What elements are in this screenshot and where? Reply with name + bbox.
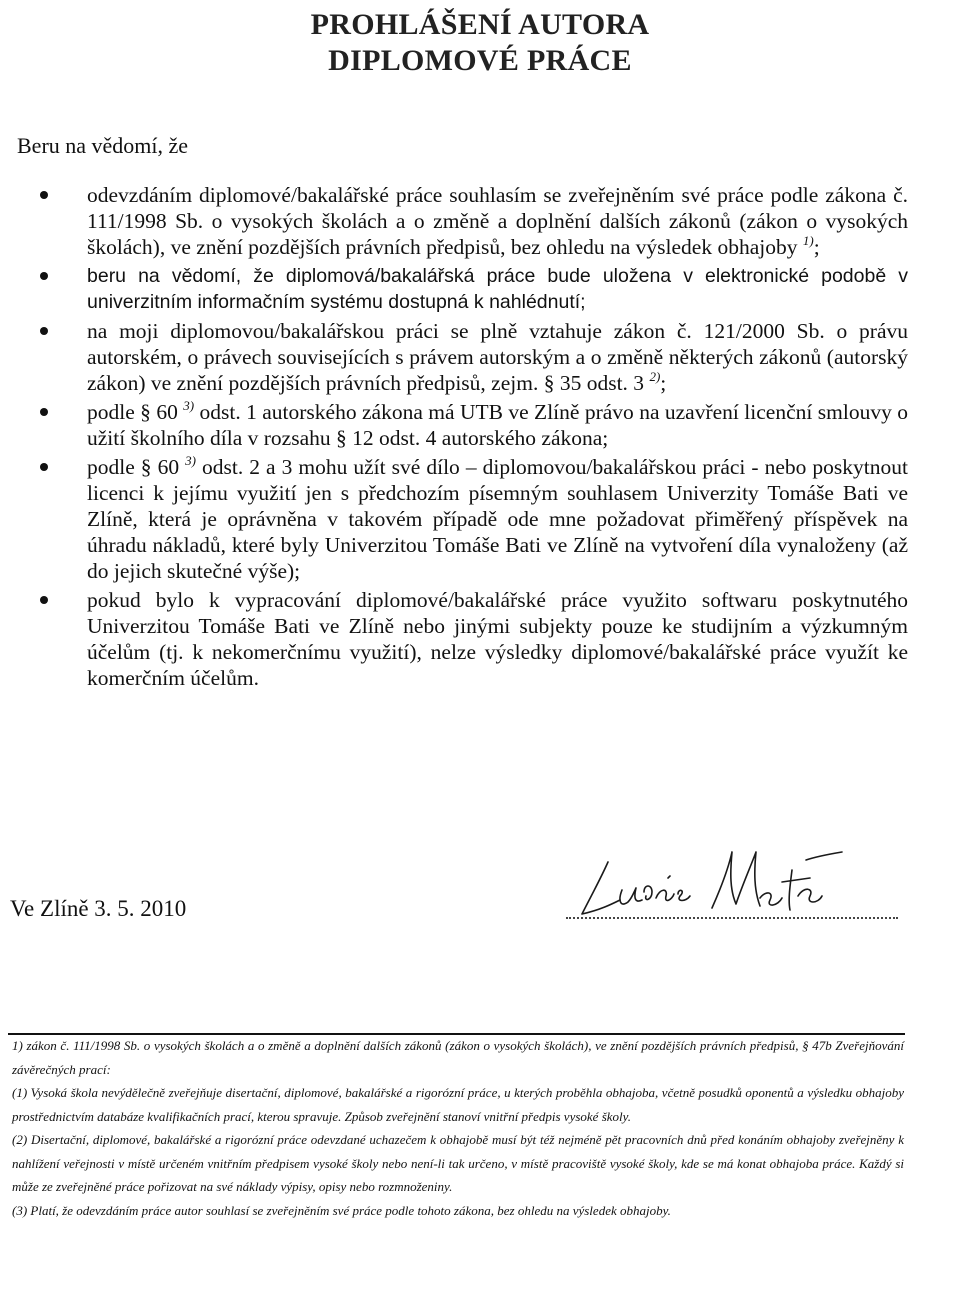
footnotes	[12, 1034, 904, 1222]
bullet-icon	[40, 596, 48, 604]
place-date: Ve Zlíně 3. 5. 2010	[10, 896, 187, 921]
declaration-item: na moji diplomovou/bakalářskou práci se plně vztahuje zákon č. 121/2000 Sb. o právu autorském, o právech souvisejících s právem autorským a o změně některých zákonů (autorský zákon) ve znění pozdějších právních předpisů, zejm. § 35 odst. 3 $^{2)}$;	[0, 318, 960, 396]
intro-text: Beru na vědomí, že	[17, 133, 189, 158]
declaration-item: podle § 60 $^{3)}$ odst. 2 a 3 mohu užít své dílo – diplomovou/bakalářskou práci - nebo poskytnout licenci k jejímu využití jen s předchozím písemným souhlasem Univerzity Tomáše Bati ve Zlíně, která je oprávněna v takovém případě ode mne požadovat přiměřený příspěvek na úhradu nákladů, které byly Univerzitou Tomáše Bati ve Zlíně na vytvoření díla vynaloženy (až do jejich skutečné výše);	[0, 454, 960, 584]
footnote: 1) zákon č. 111/1998 Sb. o vysokých školách a o změně a doplnění dalších zákonů (zákon o vysokých školách), ve znění pozdějších právních předpisů, § 47b Zveřejňování závěrečných prací:	[12, 1038, 904, 1077]
footnote-ref: 1)	[802, 233, 814, 248]
bullet-icon	[40, 191, 48, 199]
signature-line	[566, 917, 898, 919]
page-subtitle: DIPLOMOVÉ PRÁCE	[328, 44, 632, 77]
bullet-icon	[40, 327, 48, 335]
footnote: (1) Vysoká škola nevýdělečně zveřejňuje disertační, diplomové, bakalářské a rigorózní práce, u kterých proběhla obhajoba, včetně posudků oponentů a výsledku obhajoby prostřednictvím databáze kvalifikačních prací, kterou spravuje. Způsob zveřejnění stanoví vnitřní předpis vysoké školy.	[12, 1085, 904, 1124]
footnote-ref: 3)	[183, 398, 195, 413]
declaration-list	[0, 182, 960, 694]
bullet-icon	[40, 408, 48, 416]
footnote-ref: 2)	[649, 369, 661, 384]
footnote: (3) Platí, že odevzdáním práce autor souhlasí se zveřejněním své práce podle tohoto zákona, bez ohledu na výsledek obhajoby.	[12, 1202, 671, 1218]
page-title: PROHLÁŠENÍ AUTORA	[310, 8, 650, 41]
declaration-item: odevzdáním diplomové/bakalářské práce souhlasím se zveřejněním své práce podle zákona č. 111/1998 Sb. o vysokých školách a o změně a doplnění dalších zákonů (zákon o vysokých školách), ve znění pozdějších právních předpisů, bez ohledu na výsledek obhajoby $^{1)}$;	[0, 182, 960, 260]
signature-image	[560, 830, 850, 925]
declaration-item: pokud bylo k vypracování diplomové/bakalářské práce využito softwaru poskytnutého Univerzitou Tomáše Bati ve Zlíně nebo jinými subjekty pouze ke studijním a výzkumným účelům (tj. k nekomerčnímu využití), nelze výsledky diplomové/bakalářské práce využít ke komerčním účelům.	[0, 587, 960, 691]
declaration-item: beru na vědomí, že diplomová/bakalářská práce bude uložena v elektronické podobě v univerzitním informačním systému dostupná k nahlédnutí;	[0, 263, 960, 315]
declaration-item: podle § 60 $^{3)}$ odst. 1 autorského zákona má UTB ve Zlíně právo na uzavření licenční smlouvy o užití školního díla v rozsahu § 12 odst. 4 autorského zákona;	[0, 399, 960, 451]
footnote-ref: 3)	[185, 453, 196, 468]
footnote: (2) Disertační, diplomové, bakalářské a rigorózní práce odevzdané uchazečem k obhajobě musí být též nejméně pět pracovních dnů před konáním obhajoby zveřejněny k nahlížení veřejnosti v místě určeném vnitřním předpisem vysoké školy nebo není-li tak určeno, v místě pracoviště vysoké školy, kde se má konat obhajoba práce. Každý si může ze zveřejněné práce pořizovat na své náklady výpisy, opisy nebo rozmnoženiny.	[12, 1132, 904, 1194]
bullet-icon	[40, 463, 48, 471]
bullet-icon	[40, 272, 48, 280]
